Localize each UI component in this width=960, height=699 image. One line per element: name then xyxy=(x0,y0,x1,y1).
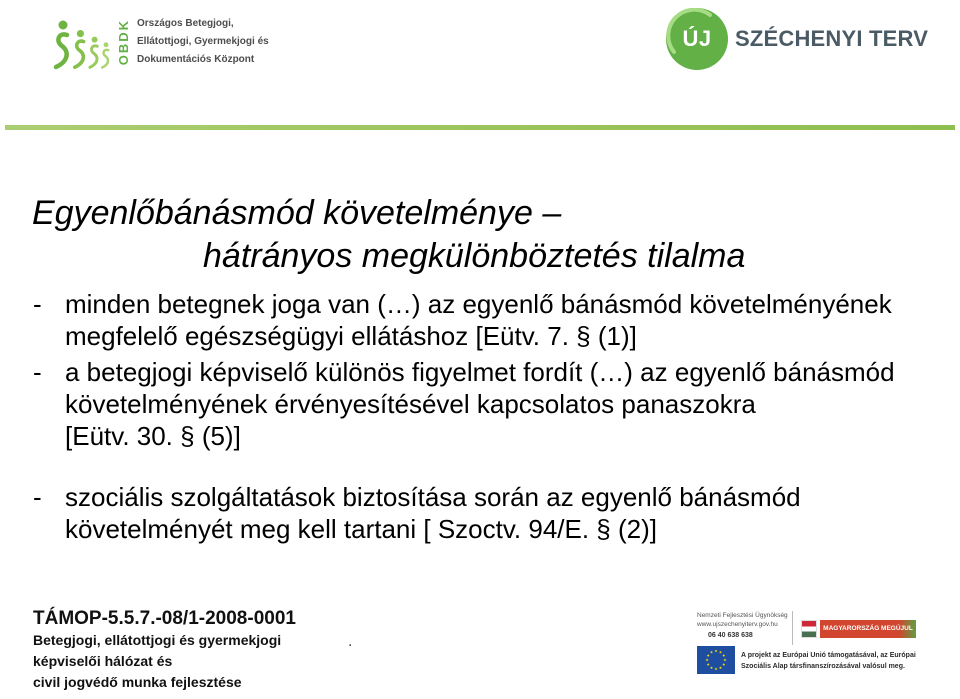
stray-mark: . xyxy=(348,633,353,650)
agency-phone: 06 40 638 638 xyxy=(708,632,753,639)
bullet-marker: - xyxy=(33,357,42,387)
bullet-item xyxy=(33,356,895,452)
eu-notice-line: A projekt az Európai Unió támogatásával, az Európai xyxy=(741,652,916,659)
project-title-line: képviselői hálózat és xyxy=(33,653,173,669)
partner-divider xyxy=(792,611,793,645)
bullet-text xyxy=(65,481,801,545)
obdk-acronym: OBDK xyxy=(116,19,131,66)
project-title-line: Betegjogi, ellátottjogi és gyermekjogi xyxy=(33,632,282,648)
slide-title-line: Egyenlőbánásmód követelménye – xyxy=(32,194,562,232)
header-divider xyxy=(5,125,955,130)
figure-mark-medium xyxy=(75,30,84,67)
bullet-line: követelményének érvényesítésével kapcsolatos panaszokra xyxy=(65,389,756,419)
figure-mark-large xyxy=(56,21,68,68)
bullet-item xyxy=(33,481,895,545)
bullet-text xyxy=(65,288,892,352)
eu-funding-notice xyxy=(741,650,916,672)
slide-title-line: hátrányos megkülönböztetés tilalma xyxy=(203,237,746,275)
slogan-banner: MAGYARORSZÁG MEGÚJUL xyxy=(820,620,916,638)
hungarian-flag-icon xyxy=(801,620,817,638)
figure-mark-small xyxy=(90,37,98,68)
paragraph-figures-icon xyxy=(48,16,114,74)
agency-website: www.ujszechenyiterv.gov.hu xyxy=(697,621,778,628)
bullet-list xyxy=(33,288,895,545)
figure-mark-smallest xyxy=(102,42,108,67)
obdk-organization-name xyxy=(137,15,269,69)
obdk-name-line: Országos Betegjogi, xyxy=(137,18,234,29)
bullet-line: megfelelő egészségügyi ellátáshoz [Eütv. 7. § (1)] xyxy=(65,321,637,351)
bullet-line: a betegjogi képviselő különös figyelmet fordít (…) az egyenlő bánásmód xyxy=(65,357,895,387)
bullet-line: szociális szolgáltatások biztosítása során az egyenlő bánásmód xyxy=(65,482,801,512)
bullet-marker: - xyxy=(33,289,42,319)
bullet-text xyxy=(65,356,895,452)
bullet-line: követelményét meg kell tartani [ Szoctv. 94/E. § (2)] xyxy=(65,514,657,544)
agency-name: Nemzeti Fejlesztési Ügynökség xyxy=(697,612,788,619)
bullet-item xyxy=(33,288,895,352)
uj-badge-label: ÚJ xyxy=(682,26,712,51)
slide-title xyxy=(32,192,745,278)
obdk-name-line: Ellátottjogi, Gyermekjogi és xyxy=(137,36,269,47)
uj-badge xyxy=(666,8,728,70)
project-title-line: civil jogvédő munka fejlesztése xyxy=(33,674,242,690)
bullet-marker: - xyxy=(33,482,42,512)
eu-flag-icon xyxy=(697,646,735,674)
obdk-name-line: Dokumentációs Központ xyxy=(137,54,255,65)
bullet-line: minden betegnek joga van (…) az egyenlő bánásmód követelményének xyxy=(65,289,892,319)
project-code: TÁMOP-5.5.7.-08/1-2008-0001 xyxy=(33,608,296,629)
szechenyi-terv-wordmark: SZÉCHENYI TERV xyxy=(735,26,929,51)
bullet-line: [Eütv. 30. § (5)] xyxy=(65,421,241,451)
project-info xyxy=(33,608,296,693)
eu-notice-line: Szociális Alap társfinanszírozásával valósul meg. xyxy=(741,663,905,670)
funding-partner-block xyxy=(690,606,922,680)
